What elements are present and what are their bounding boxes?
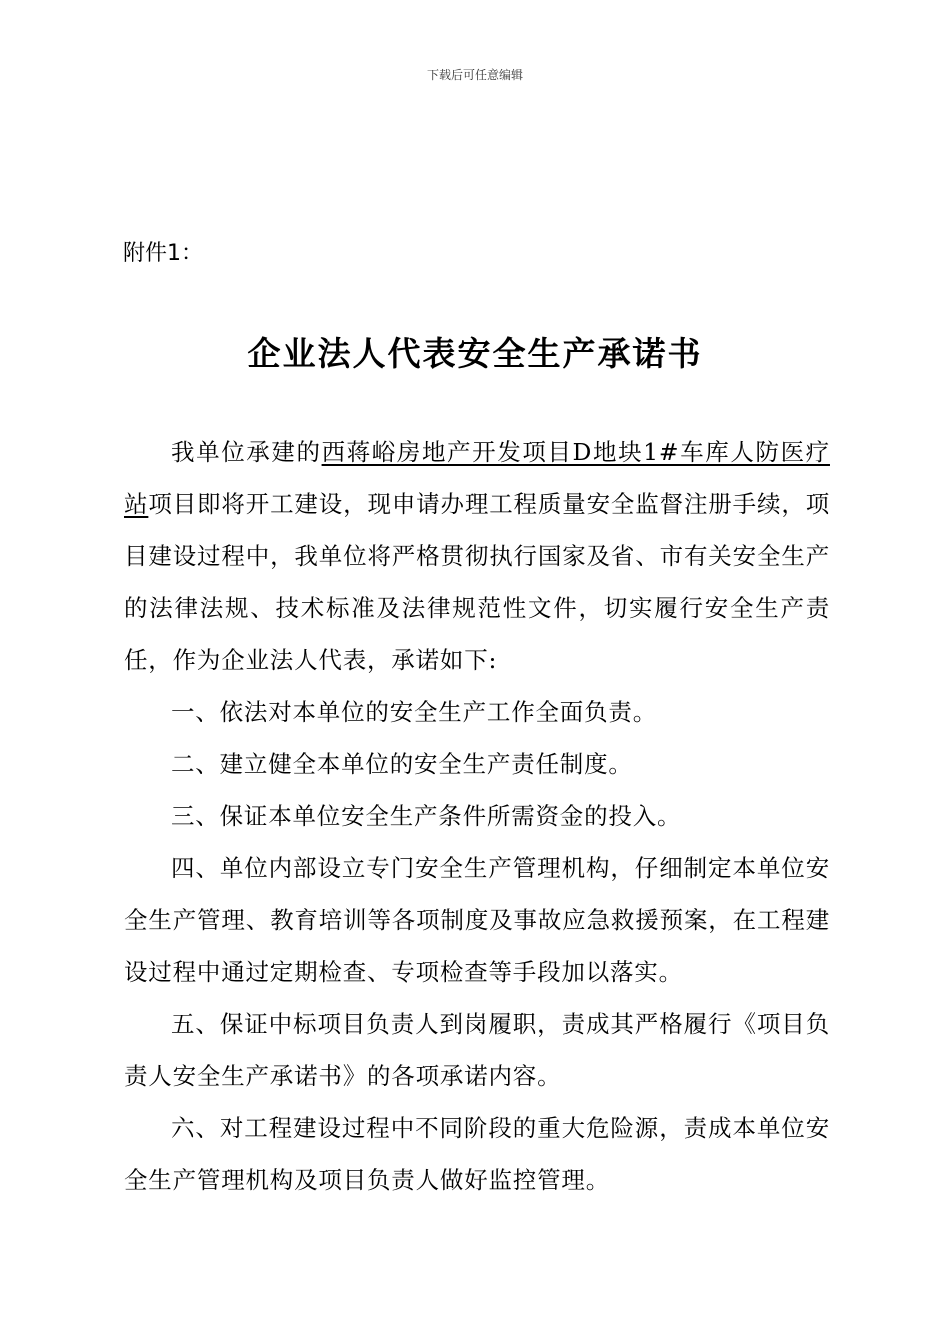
commitment-item-3: 三、保证本单位安全生产条件所需资金的投入。 bbox=[171, 802, 682, 830]
commitment-item-6: 六、对工程建设过程中不同阶段的重大危险源，责成本单位安全生产管理机构及项目负责人做好监控管理。 bbox=[124, 1114, 830, 1194]
intro-suffix: 项目即将开工建设，现申请办理工程质量安全监督注册手续，项目建设过程中，我单位将严格贯彻执行国家及省、市有关安全生产的法律法规、技术标准及法律规范性文件，切实履行安全生产责任，作为企业法人代表，承诺如下: bbox=[124, 490, 830, 674]
commitment-item-2: 二、建立健全本单位的安全生产责任制度。 bbox=[171, 750, 633, 778]
document-title: 企业法人代表安全生产承诺书 bbox=[247, 334, 703, 373]
page-header-note: 下载后可任意编辑 bbox=[426, 68, 523, 82]
intro-paragraph bbox=[124, 426, 830, 686]
project-name: 西蒋峪房地产开发项目D地块1#车库人防医疗站 bbox=[124, 438, 830, 518]
commitment-item-1: 一、依法对本单位的安全生产工作全面负责。 bbox=[171, 698, 657, 726]
intro-prefix: 我单位承建的 bbox=[171, 438, 322, 466]
attachment-label: 附件1： bbox=[123, 241, 203, 266]
commitment-item-4: 四、单位内部设立专门安全生产管理机构，仔细制定本单位安全生产管理、教育培训等各项制度及事故应急救援预案，在工程建设过程中通过定期检查、专项检查等手段加以落实。 bbox=[124, 854, 830, 986]
commitment-item-5: 五、保证中标项目负责人到岗履职，责成其严格履行《项目负责人安全生产承诺书》的各项承诺内容。 bbox=[124, 1010, 830, 1090]
document-body bbox=[124, 426, 830, 1206]
